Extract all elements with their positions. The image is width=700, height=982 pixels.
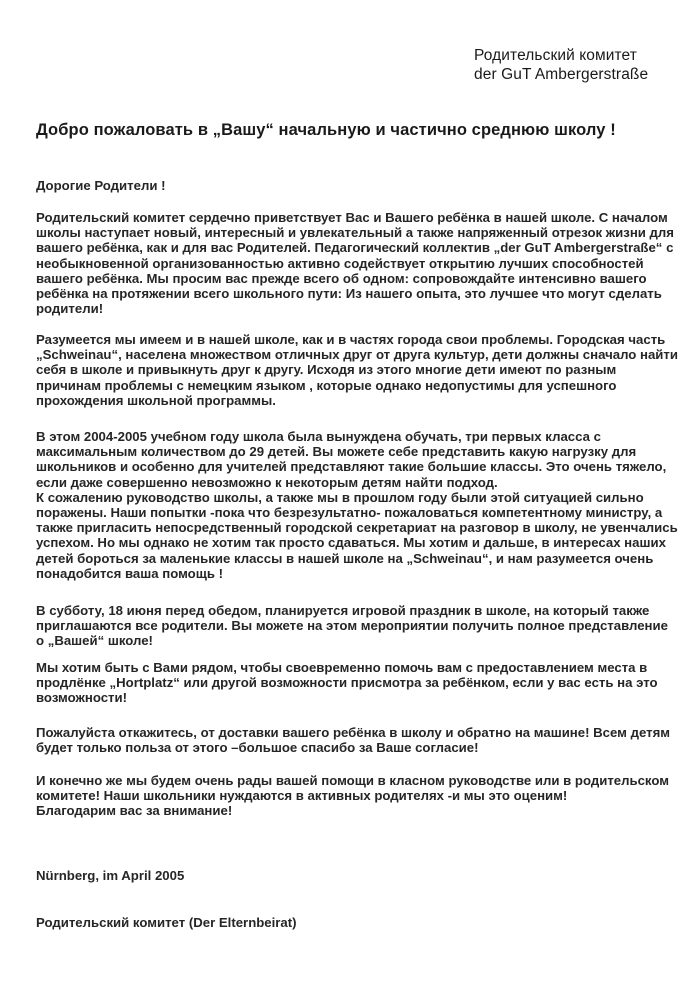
paragraph-line: успехом. Но мы однако не хотим так просто сдаваться. Мы хотим и дальше, в интересах наших	[36, 535, 666, 551]
paragraph-line: необыкновенной организованностью активно содействует открытию лучших способностей	[36, 255, 644, 271]
paragraph-line: себя в школе и привыкнуть друг к другу. Исходя из этого многие дети имеют по разным	[36, 362, 617, 378]
paragraph-line: Пожалуйста откажитесь, от доставки вашего ребёнка в школу и обратно на машине! Всем детям	[36, 725, 671, 740]
signature	[36, 915, 297, 930]
paragraph-car-request	[36, 725, 670, 755]
paragraph-line: прохождения школьной программы.	[36, 392, 276, 408]
paragraph-line: В этом 2004-2005 учебном году школа была вынуждена обучать, три первых класса с	[36, 429, 601, 444]
paragraph-line: максимальным количеством до 29 детей. Вы можете себе представить какую нагрузку для	[36, 444, 637, 460]
paragraph-line: школы наступает новый, интересный и увлекательный а также напряженный отрезок жизни для	[36, 225, 675, 241]
paragraph-line: причинам проблемы с немецким языком , которые однако недопустимы для успешного	[36, 377, 617, 393]
signature-text: Родительский комитет (Der Elternbeirat)	[36, 915, 297, 930]
paragraph-line: приглашаются все родители. Вы можете на этом мероприятии получить полное представление	[36, 618, 668, 634]
paragraph-line: вашего ребёнка. Мы просим вас прежде всего об одном: сопровождайте интенсивно вашего	[36, 270, 647, 286]
letterhead-line-2: der GuT Ambergerstraße	[474, 66, 649, 83]
letter-title: Добро пожаловать в „Вашу“ начальную и частично среднюю школу !	[36, 121, 616, 139]
greeting	[36, 178, 165, 193]
paragraph-line: вашего ребёнка, как и для вас Родителей. Педагогический коллектив „der GuT Ambergerstraße“ с	[36, 240, 674, 256]
paragraph-line: о „Вашей“ школе!	[36, 633, 153, 649]
paragraph-after-school-care	[36, 660, 658, 706]
paragraph-line: ребёнка на протяжении всего школьного пути: Из нашего опыта, это лучшее что могут сделать	[36, 286, 662, 302]
paragraph-line: понадобится ваша помощь !	[36, 565, 224, 581]
paragraph-class-size	[36, 429, 678, 581]
paragraph-welcome	[36, 210, 674, 316]
paragraph-line: Благодарим вас за внимание!	[36, 803, 233, 819]
paragraph-line: продлёнке „Hortplatz“ или другой возможности присмотра за ребёнком, если у вас есть на это	[36, 675, 658, 691]
letterhead	[474, 46, 648, 84]
paragraph-line: детей бороться за маленькие классы в нашей школе на „Schweinau“, и нам разумеется очень	[36, 550, 654, 566]
paragraph-line: Мы хотим быть с Вами рядом, чтобы своевременно помочь вам с предоставлением места в	[36, 660, 648, 675]
paragraph-closing	[36, 773, 669, 819]
paragraph-line: И конечно же мы будем очень рады вашей помощи в класном руководстве или в родительском	[36, 773, 669, 788]
paragraph-line: Родительский комитет сердечно приветствует Вас и Вашего ребёнка в нашей школе. С началом	[36, 210, 668, 225]
paragraph-line: К сожалению руководство школы, а также мы в прошлом году были этой ситуацией сильно	[36, 489, 644, 505]
paragraph-line: поражены. Наши попытки -пока что безрезультатно- пожаловаться компетентному министру, а	[36, 505, 663, 521]
paragraph-line: если даже совершенно невозможно к некоторым детям найти подход.	[36, 474, 498, 490]
paragraph-line: „Schweinau“, населена множеством отличных друг от друга культур, дети должны сначало найти	[36, 347, 678, 363]
place-date	[36, 868, 184, 883]
letterhead-line-1: Родительский комитет	[474, 47, 637, 64]
paragraph-line: также пригласить непосредственный городской секретариат на разговор в школу, не увенчались	[36, 520, 678, 536]
paragraph-line: будет только польза от этого –большое спасибо за Ваше согласие!	[36, 740, 479, 756]
paragraph-line: В субботу, 18 июня перед обедом, планируется игровой праздник в школе, на который также	[36, 603, 650, 618]
paragraph-line: Разумеется мы имеем и в нашей школе, как и в частях города свои проблемы. Городская часть	[36, 332, 666, 347]
paragraph-line: комитете! Наши школьники нуждаются в активных родителях -и мы это оценим!	[36, 788, 568, 804]
paragraph-line: школьников и особенно для учителей представляют такие большие классы. Это очень тяжело,	[36, 459, 667, 475]
paragraph-line: родители!	[36, 301, 104, 317]
greeting-text: Дорогие Родители !	[36, 178, 166, 193]
paragraph-line: возможности!	[36, 690, 127, 706]
paragraph-problems	[36, 332, 678, 408]
place-date-text: Nürnberg, im April 2005	[36, 868, 185, 883]
paragraph-festival	[36, 603, 668, 649]
